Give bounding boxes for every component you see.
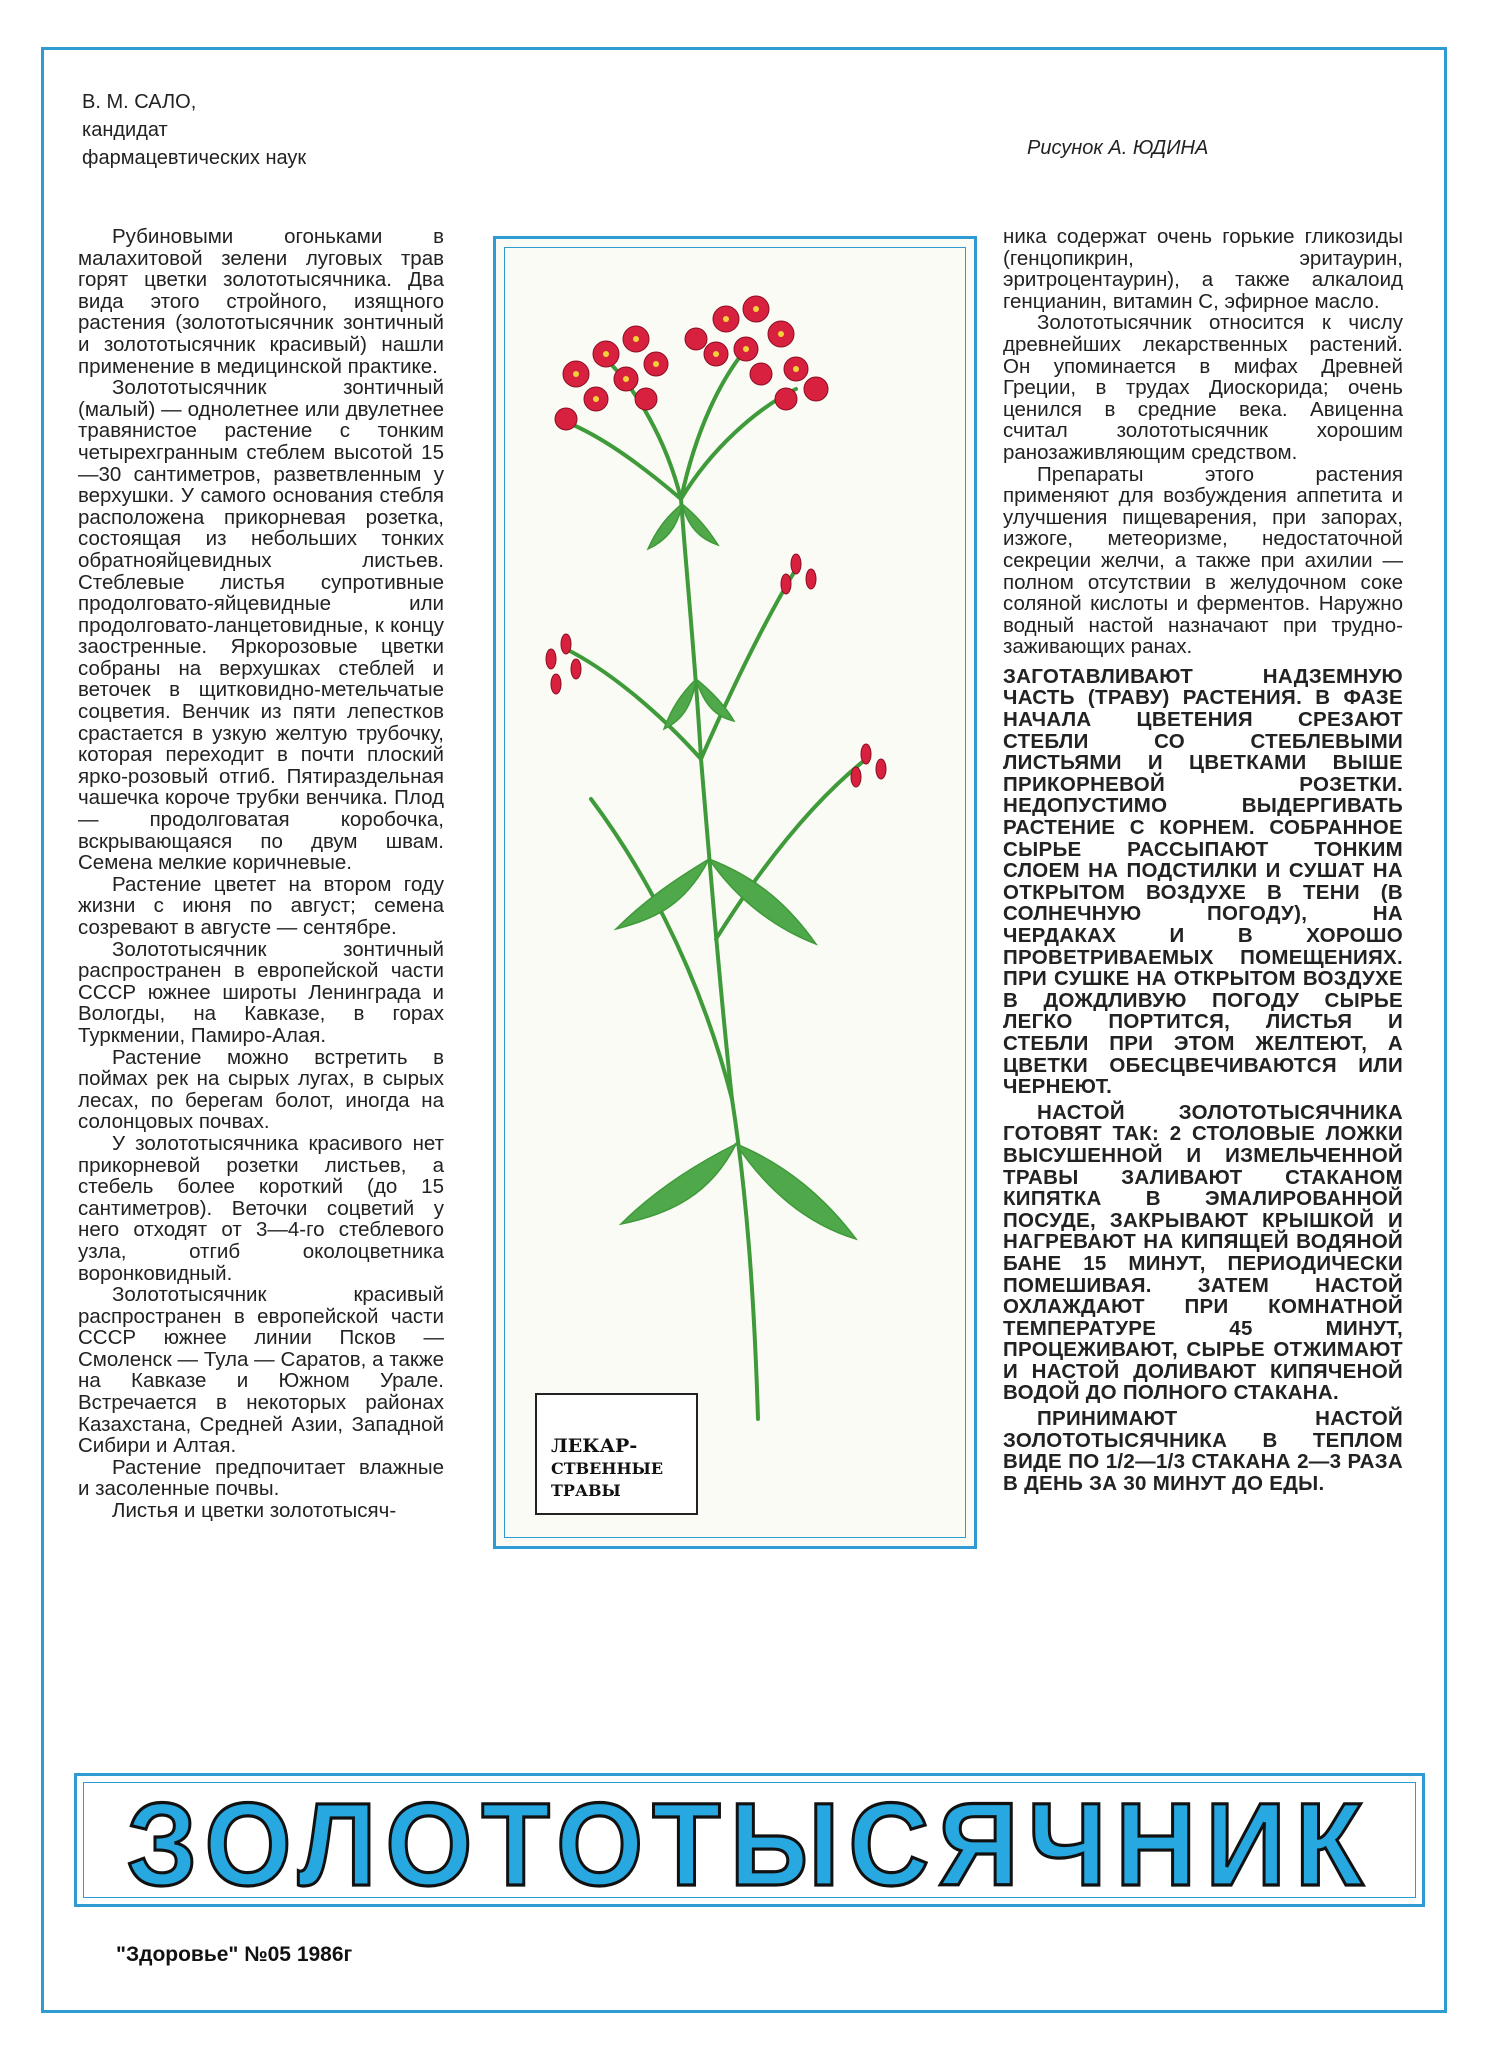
- paragraph: Препараты этого растения применяют для возбуждения аппетита и улучшения пищеварения, при запорах, изжоге, метеоризме, недостаточной секреции желчи, а также при ахилии — полном отсутствии в желудочном соке соляной кислоты и ферментов. Наружно водный настой назначают при трудно-заживающих ранах.: [1003, 462, 1403, 659]
- paragraph: Золототысячник относится к числу древнейших лекарственных растений. Он упоминается в мифах Древней Греции, в трудах Диоскорида; очень ценился в средние века. Авиценна считал золототысячник хорошим ранозаживляющим средством.: [1003, 311, 1403, 464]
- bold-paragraph: ПРИНИМАЮТ НАСТОЙ ЗОЛОТОТЫСЯЧНИКА В ТЕПЛОМ ВИДЕ ПО 1/2—1/3 СТАКАНА 2—3 РАЗА В ДЕНЬ ЗА 30 МИНУТ ДО ЕДЫ.: [1003, 1407, 1403, 1495]
- title-band: [74, 1773, 1425, 1911]
- rubric-badge: [535, 1393, 698, 1515]
- source-footer: "Здоровье" №05 1986г: [116, 1943, 353, 1966]
- bold-paragraph: ЗАГОТАВЛИВАЮТ НАДЗЕМНУЮ ЧАСТЬ (ТРАВУ) РАСТЕНИЯ. В ФАЗЕ НАЧАЛА ЦВЕТЕНИЯ СРЕЗАЮТ СТЕБЛИ СО СТЕБЛЕВЫМИ ЛИСТЬЯМИ И ЦВЕТКАМИ ВЫШЕ ПРИКОРНЕВОЙ РОЗЕТКИ. НЕДОПУСТИМО ВЫДЕРГИВАТЬ РАСТЕНИЕ С КОРНЕМ. СОБРАННОЕ СЫРЬЕ РАССЫПАЮТ ТОНКИМ СЛОЕМ НА ПОДСТИЛКИ И СУШАТ НА ОТКРЫТОМ ВОЗДУХЕ В ТЕНИ (В СОЛНЕЧНУЮ ПОГОДУ), НА ЧЕРДАКАХ И В ХОРОШО ПРОВЕТРИВАЕМЫХ ПОМЕЩЕНИЯХ. ПРИ СУШКЕ НА ОТКРЫТОМ ВОЗДУХЕ В ДОЖДЛИВУЮ ПОГОДУ СЫРЬЕ ЛЕГКО ПОРТИТСЯ, ЛИСТЬЯ И СТЕБЛИ ПРИ ЭТОМ ЖЕЛТЕЮТ, А ЦВЕТКИ ОБЕСЦВЕЧИВАЮТСЯ ИЛИ ЧЕРНЕЮТ.: [1003, 664, 1403, 1099]
- author-degree-line1: кандидат: [82, 119, 168, 141]
- rubric-line3: ТРАВЫ: [551, 1481, 621, 1500]
- paragraph: Золототысячник зонтичный распространен в европейской части СССР южнее широты Ленинграда и Вологды, на Кавказе, в горах Туркмении, Памиро-Алая.: [78, 937, 444, 1047]
- right-column: [1003, 226, 1403, 1498]
- article-title: ЗОЛОТОТЫСЯЧНИК: [126, 1778, 1373, 1911]
- paragraph: ника содержат очень горькие гликозиды (генцопикрин, эритаурин, эритроцентаурин), а также алкалоид генцианин, витамин С, эфирное масло.: [1003, 225, 1403, 313]
- paragraph: У золототысячника красивого нет прикорневой розетки листьев, а стебель более короткий (до 15 сантиметров). Веточки соцветий у него отходят от 3—4-го стеблевого узла, отгиб околоцветника воронковидный.: [78, 1131, 444, 1285]
- paragraph: Рубиновыми огоньками в малахитовой зелени луговых трав горят цветки золототысячника. Два вида этого стройного, изящного растения (золототысячник зонтичный и золототысячник красивый) нашли применение в медицинской практике.: [78, 225, 444, 378]
- centaury-plant-drawing: [496, 239, 980, 1552]
- paragraph: Растение можно встретить в поймах рек на сырых лугах, в сырых лесах, по берегам болот, иногда на солонцовых почвах.: [78, 1045, 444, 1134]
- author-name: В. М. САЛО,: [82, 91, 197, 113]
- byline: [82, 88, 306, 172]
- paragraph: Растение предпочитает влажные и засоленные почвы.: [78, 1455, 444, 1501]
- left-column: [78, 226, 444, 1522]
- plant-illustration: [493, 236, 977, 1549]
- illustration-credit: Рисунок А. ЮДИНА: [1027, 137, 1209, 159]
- author-degree-line2: фармацевтических наук: [82, 147, 307, 169]
- rubric-line1: ЛЕКАР-: [551, 1435, 638, 1457]
- preparation-instructions: [1003, 666, 1403, 1495]
- paragraph: Золототысячник зонтичный (малый) — однолетнее или двулетнее травянистое растение с тонким четырехгранным стеблем высотой 15—30 сантиметров, разветвленным у верхушки. У самого основания стебля расположена прикорневая розетка, состоящая из небольших тонких обратнояйцевидных листьев. Стеблевые листья супротивные продолговато-яйцевидные или продолговато-ланцетовидные, к концу заостренные. Яркорозовые цветки собраны на верхушках стеблей и веточек в щитковидно-метельчатые соцветия. Венчик из пяти лепестков срастается в узкую желтую трубочку, которая переходит в почти плоский ярко-розовый отгиб. Пятираздельная чашечка короче трубки венчика. Плод — продолговатая коробочка, вскрывающаяся по двум швам. Семена мелкие коричневые.: [78, 376, 444, 875]
- paragraph: Растение цветет на втором году жизни с июня по август; семена созревают в августе — сентябре.: [78, 872, 444, 939]
- paragraph: Листья и цветки золототысяч-: [112, 1499, 397, 1523]
- paragraph: Золототысячник красивый распространен в европейской части СССР южнее линии Псков — Смоленск — Тула — Саратов, а также на Кавказе и Южном Урале. Встречается в некоторых районах Казахстана, Средней Азии, Западной Сибири и Алтая.: [78, 1283, 444, 1458]
- rubric-line2: СТВЕННЫЕ: [551, 1459, 664, 1478]
- bold-paragraph: НАСТОЙ ЗОЛОТОТЫСЯЧНИКА ГОТОВЯТ ТАК: 2 СТОЛОВЫЕ ЛОЖКИ ВЫСУШЕННОЙ И ИЗМЕЛЬЧЕННОЙ ТРАВЫ ЗАЛИВАЮТ СТАКАНОМ КИПЯТКА В ЭМАЛИРОВАННОЙ ПОСУДЕ, ЗАКРЫВАЮТ КРЫШКОЙ И НАГРЕВАЮТ НА КИПЯЩЕЙ ВОДЯНОЙ БАНЕ 15 МИНУТ, ПЕРИОДИЧЕСКИ ПОМЕШИВАЯ. ЗАТЕМ НАСТОЙ ОХЛАЖДАЮТ ПРИ КОМНАТНОЙ ТЕМПЕРАТУРЕ 45 МИНУТ, ПРОЦЕЖИВАЮТ, СЫРЬЕ ОТЖИМАЮТ И НАСТОЙ ДОЛИВАЮТ КИПЯЧЕНОЙ ВОДОЙ ДО ПОЛНОГО СТАКАНА.: [1003, 1100, 1403, 1405]
